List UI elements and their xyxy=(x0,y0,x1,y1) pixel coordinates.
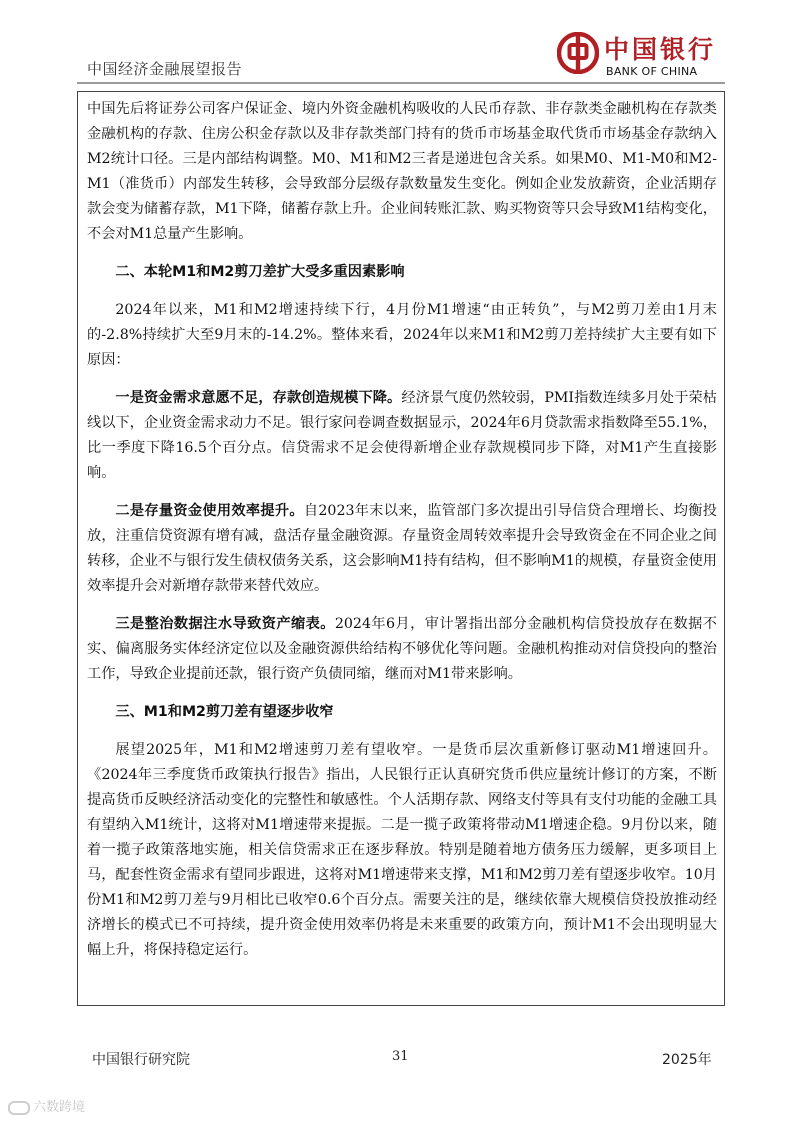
paragraph-reason-3 xyxy=(87,612,717,687)
paragraph-trend: 2024年以来，M1和M2增速持续下行，4月份M1增速“由正转负”，与M2剪刀差由1月末的-2.8%持续扩大至9月末的-14.2%。整体来看，2024年以来M1和M2剪刀差持续扩大主要有如下原因： xyxy=(87,302,717,368)
footer-year: 2025年 xyxy=(662,1052,712,1068)
reason-2-text: 自2023年末以来，监管部门多次提出引导信贷合理增长、均衡投放，注重信贷资源有增有减，盘活存量金融资源。存量资金周转效率提升会导致资金在不同企业之间转移，企业不与银行发生债权债务关系，这会影响M1持有结构，但不影响M1的规模，存量资金使用效率提升会对新增存款带来替代效应。 xyxy=(87,503,717,594)
paragraph-reason-2 xyxy=(87,499,717,599)
bank-logo xyxy=(557,30,717,80)
body-text xyxy=(87,97,717,963)
paragraph-reason-1 xyxy=(87,386,717,486)
page-number: 31 xyxy=(392,1049,409,1064)
bank-of-china-emblem-icon xyxy=(557,32,599,74)
watermark xyxy=(8,1096,85,1115)
footer-institute: 中国银行研究院 xyxy=(92,1052,190,1068)
reason-2-lead: 二是存量资金使用效率提升。 xyxy=(115,503,304,519)
header-divider xyxy=(77,82,725,84)
logo-chinese-text: 中国银行 xyxy=(604,35,717,64)
paragraph-outlook: 展望2025年，M1和M2增速剪刀差有望收窄。一是货币层次重新修订驱动M1增速回升。《2024年三季度货币政策执行报告》指出，人民银行正认真研究货币供应量统计修订的方案，不断提高货币反映经济活动变化的完整性和敏感性。个人活期存款、网络支付等具有支付功能的金融工具有望纳入M1统计，这将对M1增速带来提振。二是一揽子政策将带动M1增速企稳。9月份以来，随着一揽子政策落地实施，相关信贷需求正在逐步释放。特别是随着地方债务压力缓解，更多项目上马，配套性资金需求有望同步跟进，这将对M1增速带来支撑，M1和M2剪刀差有望逐步收窄。10月份M1和M2剪刀差与9月相比已收窄0.6个百分点。需要关注的是，继续依靠大规模信贷投放推动经济增长的模式已不可持续，提升资金使用效率仍将是未来重要的政策方向，预计M1不会出现明显大幅上升，将保持稳定运行。 xyxy=(87,742,717,958)
reason-3-lead: 三是整治数据注水导致资产缩表。 xyxy=(115,616,335,632)
watermark-logo-icon xyxy=(8,1101,30,1115)
content-box xyxy=(77,91,725,1006)
watermark-text: 六数跨境 xyxy=(33,1100,86,1115)
section-heading-2: 二、本轮M1和M2剪刀差扩大受多重因素影响 xyxy=(115,264,405,280)
paragraph-m2-scope: 中国先后将证券公司客户保证金、境内外资金融机构吸收的人民币存款、非存款类金融机构在存款类金融机构的存款、住房公积金存款以及非存款类部门持有的货币市场基金取代货币市场基金存款纳入M2统计口径。三是内部结构调整。M0、M1和M2三者是递进包含关系。如果M0、M1-M0和M2-M1（准货币）内部发生转移，会导致部分层级存款数量发生变化。例如企业发放薪资，企业活期存款会变为储蓄存款，M1下降，储蓄存款上升。企业间转账汇款、购买物资等只会导致M1结构变化，不会对M1总量产生影响。 xyxy=(87,101,717,242)
reason-1-lead: 一是资金需求意愿不足，存款创造规模下降。 xyxy=(115,390,402,406)
logo-english-text: BANK OF CHINA xyxy=(606,65,698,78)
reason-3-text: 2024年6月，审计署指出部分金融机构信贷投放存在数据不实、偏离服务实体经济定位以及金融资源供给结构不够优化等问题。金融机构推动对信贷投向的整治工作，导致企业提前还款，银行资产负债同缩，继而对M1带来影响。 xyxy=(87,616,717,682)
section-heading-3: 三、M1和M2剪刀差有望逐步收窄 xyxy=(115,704,334,720)
reason-1-text: 经济景气度仍然较弱，PMI指数连续多月处于荣枯线以下，企业资金需求动力不足。银行家问卷调查数据显示，2024年6月贷款需求指数降至55.1%，比一季度下降16.5个百分点。信贷需求不足会使得新增企业存款规模同步下降，对M1产生直接影响。 xyxy=(87,390,717,481)
report-title: 中国经济金融展望报告 xyxy=(87,60,243,78)
